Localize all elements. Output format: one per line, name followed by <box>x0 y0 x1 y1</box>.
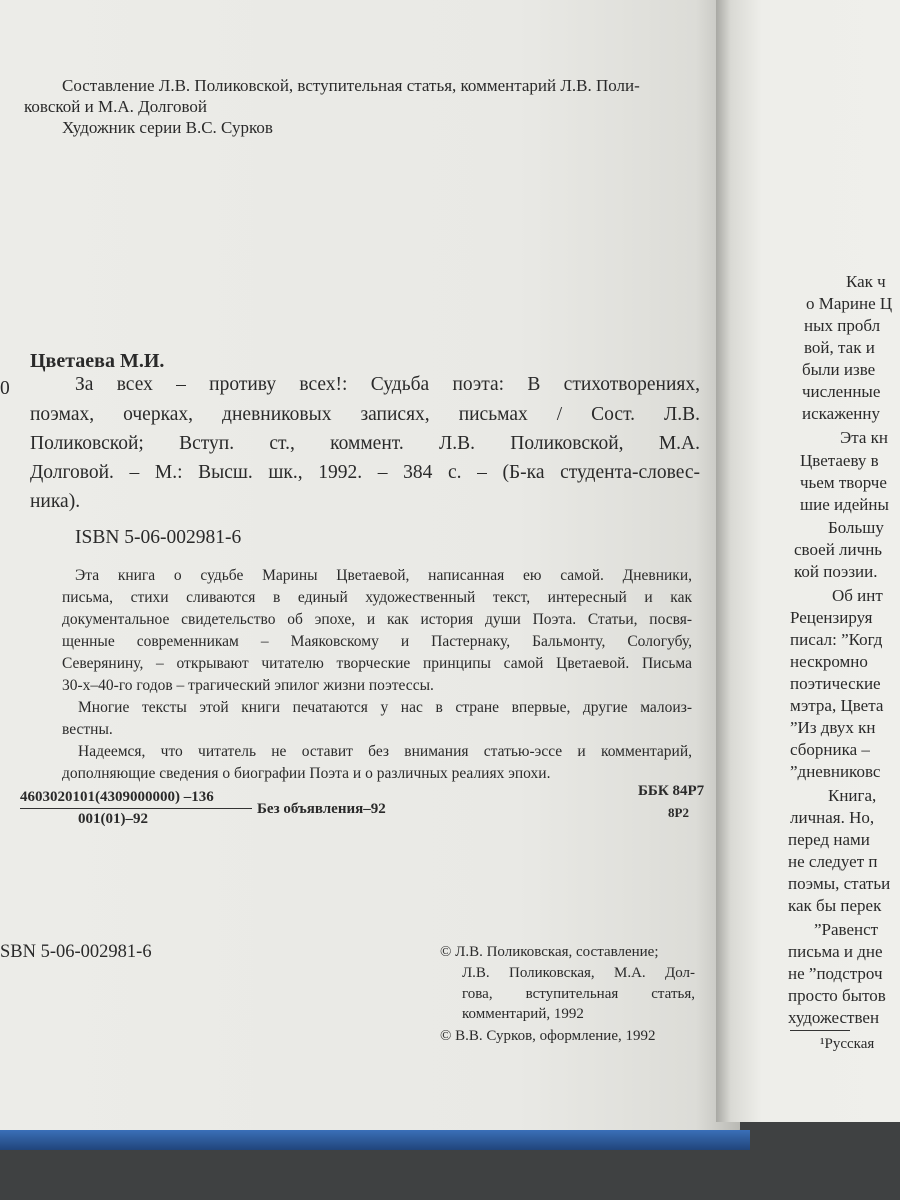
credits-line-2: ковской и М.А. Долговой <box>24 97 208 116</box>
right-page-line: шие идейны <box>800 495 889 514</box>
right-page-line: ных пробл <box>804 316 881 335</box>
right-page-line: художествен <box>788 1008 880 1027</box>
copyright-line: Л.В. Поликовская, М.А. Дол- <box>462 965 695 981</box>
right-page-line: о Марине Ц <box>806 294 893 313</box>
right-page-line: ”Равенст <box>814 920 879 939</box>
right-page-line: Рецензируя <box>790 608 873 627</box>
right-page-line: ”Из двух кн <box>790 718 876 737</box>
annotation-line: письма, стихи сливаются в единый художественный текст, интересный и как <box>62 589 692 606</box>
catalog-line: поэмах, очерках, дневниковых записях, письмах / Сост. Л.В. <box>30 404 700 425</box>
right-page-line: Как ч <box>846 272 886 291</box>
annotation-line: 30-х–40-го годов – трагический эпилог жизни поэтессы. <box>62 677 434 694</box>
right-page-line: Эта кн <box>840 428 889 447</box>
catalog-line: За всех – противу всех!: Судьба поэта: В стихотворениях, <box>75 374 700 395</box>
catalog-isbn: ISBN 5-06-002981-6 <box>75 527 242 548</box>
right-page-line: Книга, <box>828 786 877 805</box>
right-page-line: своей личнь <box>794 540 883 559</box>
footer-isbn: SBN 5-06-002981-6 <box>0 942 152 962</box>
catalog-line: ника). <box>30 491 81 512</box>
right-page-line: не ”подстроч <box>788 964 883 983</box>
right-page-line: ”дневниковс <box>790 762 881 781</box>
annotation-line: Надеемся, что читатель не оставит без внимания статью-эссе и комментарий, <box>78 743 692 760</box>
copyright-line: © Л.В. Поликовская, составление; <box>440 944 659 960</box>
catalog-index-digit: 0 <box>0 378 10 399</box>
right-page-line: письма и дне <box>788 942 883 961</box>
credits-line-1: Составление Л.В. Поликовской, вступительная статья, комментарий Л.В. Поли- <box>62 76 640 95</box>
footnote: ¹Русская <box>820 1036 875 1052</box>
right-page-line: Об инт <box>832 586 883 605</box>
right-page-line: искаженну <box>802 404 880 423</box>
annotation-line: вестны. <box>62 721 113 738</box>
imprint-code-bottom: 001(01)–92 <box>78 811 148 827</box>
copyright-line: комментарий, 1992 <box>462 1006 584 1022</box>
right-page-line: чьем творче <box>800 473 887 492</box>
imprint-divider <box>20 808 252 809</box>
annotation-line: Эта книга о судьбе Марины Цветаевой, написанная ею самой. Дневники, <box>75 567 692 584</box>
right-page-line: кой поэзии. <box>794 562 878 581</box>
right-page-line: поэтические <box>790 674 881 693</box>
right-page-line: были изве <box>802 360 876 379</box>
catalog-line: Долговой. – М.: Высш. шк., 1992. – 384 с. – (Б-ка студента-словес- <box>30 462 700 483</box>
right-page-line: Цветаеву в <box>800 451 879 470</box>
annotation-line: Многие тексты этой книги печатаются у нас в стране впервые, другие малоиз- <box>78 699 692 716</box>
right-page-line: поэмы, статьи <box>788 874 891 893</box>
catalog-author: Цветаева М.И. <box>30 350 165 372</box>
annotation-line: щенные современникам – Маяковскому и Пастернаку, Бальмонту, Сологубу, <box>62 633 692 650</box>
right-page-line: не следует п <box>788 852 878 871</box>
right-page-line: численные <box>802 382 881 401</box>
right-page-line: вой, так и <box>804 338 875 357</box>
right-page-line: сборника – <box>790 740 870 759</box>
imprint-code-top: 4603020101(4309000000) –136 <box>20 789 214 805</box>
right-page-line: нескромно <box>790 652 868 671</box>
annotation-line: дополняющие сведения о биографии Поэта и о различных реалиях эпохи. <box>62 765 551 782</box>
annotation-line: документальное свидетельство об эпохе, и как история души Поэта. Статьи, посвя- <box>62 611 692 628</box>
right-page-line: писал: ”Когд <box>790 630 883 649</box>
copyright-line: гова, вступительная статья, <box>462 986 695 1002</box>
right-page-line: личная. Но, <box>790 808 875 827</box>
right-page-line: как бы перек <box>788 896 882 915</box>
footnote-divider <box>790 1030 850 1031</box>
right-page-line: мэтра, Цвета <box>790 696 884 715</box>
annotation-line: Северянину, – открывают читателю творческие принципы самой Цветаевой. Письма <box>62 655 692 672</box>
catalog-line: Поликовской; Вступ. ст., коммент. Л.В. Поликовской, М.А. <box>30 433 700 454</box>
right-page-line: просто бытов <box>788 986 886 1005</box>
book-cover-edge <box>0 1130 750 1150</box>
artist-credit: Художник серии В.С. Сурков <box>62 118 273 137</box>
bbk-code: ББК 84Р7 <box>638 783 705 799</box>
right-page-line: Большу <box>828 518 884 537</box>
copyright-line: © В.В. Сурков, оформление, 1992 <box>440 1028 656 1044</box>
right-page-line: перед нами <box>788 830 870 849</box>
bbk-subcode: 8Р2 <box>668 805 689 820</box>
no-ad-note: Без объявления–92 <box>257 801 386 817</box>
right-page <box>716 0 900 1122</box>
